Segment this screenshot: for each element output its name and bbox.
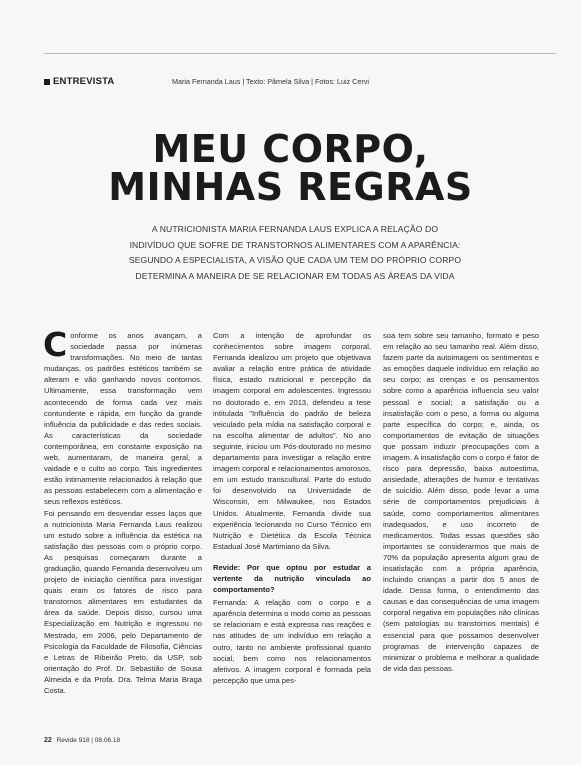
lead-line-3: SEGUNDO A ESPECIALISTA, A VISÃO QUE CADA UM TEM DO PRÓPRIO CORPO bbox=[128, 255, 462, 266]
body-paragraph: soa tem sobre seu tamanho, formato e peso em relação ao seu tamanho real. Além disso, fazem parte da autoimagem os sentimentos e as emoções daquele indivíduo em relação ao seu corpo; as crenças e os pensamentos sobre como a aparência influencia seu valor pessoal e social; a satisfação ou a insatisfação com o peso, a forma ou alguma parte específica do corpo; e, ainda, os comportamentos de evitação de situações que possam induzir preocupações com a imagem. A insatisfação com o corpo é fator de risco para depressão, baixa autoestima, ansiedade, alterações de humor e tentativas de suicídio. Além disso, pode levar a uma série de comportamentos prejudiciais à saúde, como comportamentos alimentares inadequados, e uso incorreto de medicamentos. Todas essas questões são importantes se considerarmos que mais de 70% da população apresenta algum grau de insatisfação com a própria aparência, incluindo crianças a partir dos 5 anos de idade. Dessa forma, o entendimento das causas e das consequências de uma imagem corporal negativa em populações não clínicas (sem patologias ou transtornos mentais) é essencial para que possamos desenvolver programas de intervenção capazes de minimizar o problema e melhorar a qualidade de vida das pessoas. bbox=[383, 331, 539, 673]
lead-line-2: INDIVÍDUO QUE SOFRE DE TRANSTORNOS ALIMENTARES COM A APARÊNCIA: bbox=[129, 239, 461, 250]
lead-line-1: A NUTRICIONISTA MARIA FERNANDA LAUS EXPLICA A RELAÇÃO DO bbox=[151, 224, 439, 234]
paragraph-text: onforme os anos avançam, a sociedade passa por inúmeras transformações. No meio de tantas mudanças, os padrões estéticos também se alteram e vão ganhando novos contornos. Ultimamente, essa transformação vem acontecendo de forma cada vez mais contundente e rápida, em função da grande influência da publicidade e das redes sociais. As características da sociedade contemporânea, em constante exposição na web, aumentaram, de maneira geral, a vaidade e o culto ao corpo. Tais ingredientes estão intimamente relacionados à relação que as pessoas estabelecem com a alimentação e seus reflexos estéticos. bbox=[44, 331, 202, 507]
interview-question: Revide: Por que optou por estudar a vertente da nutrição vinculada ao comportamento? bbox=[213, 562, 371, 595]
article-credits: Maria Fernanda Laus | Texto: Pâmela Silva | Fotos: Luiz Cervi bbox=[172, 77, 369, 86]
page-header bbox=[0, 38, 581, 87]
square-bullet-icon bbox=[44, 79, 50, 85]
section-label bbox=[44, 76, 114, 87]
body-column-1 bbox=[43, 325, 202, 696]
page-footer bbox=[44, 737, 120, 744]
issue-info: Revide 918 | 08.06.18 bbox=[56, 737, 121, 744]
section-name: ENTREVISTA bbox=[53, 76, 115, 87]
drop-cap: C bbox=[43, 325, 68, 364]
title-line-1: MEU CORPO, bbox=[152, 127, 429, 171]
interview-answer: Fernanda: A relação com o corpo e a aparência determina o modo como as pessoas se relacionam e está expressa nas reações e nas atitudes de um indivíduo em relação a outro, tanto no ambiente profissional quanto social, bem como nos relacionamentos afetivos. A imagem corporal é formada pela percepção que uma pes- bbox=[213, 598, 371, 685]
body-column-3 bbox=[383, 330, 539, 674]
body-column-2 bbox=[213, 330, 371, 686]
article-lead bbox=[120, 222, 470, 284]
body-paragraph: Foi pensando em desvendar esses laços que a nutricionista Maria Fernanda Laus realizou um estudo sobre a influência da estética na satisfação das pessoas com o próprio corpo. As pesquisas começaram durante a graduação, quando Fernanda desenvolveu um projeto de iniciação científica para investigar quais eram os fatores de risco para transtornos alimentares em estudantes da área da saúde. Depois disso, cursou uma Especialização em Nutrição e ingressou no Mestrado, em 2006, pelo Departamento de Psicologia da Faculdade de Filosofia, Ciências e Letras de Ribeirão Preto, da USP, sob orientação do Prof. Dr. Sebastião de Sousa Almeida e da Profa. Dra. Telma Maria Braga Costa. bbox=[44, 508, 202, 695]
article-title bbox=[0, 127, 581, 209]
header-divider bbox=[44, 53, 556, 54]
body-paragraph bbox=[43, 325, 202, 508]
title-line-2: MINHAS REGRAS bbox=[108, 165, 473, 209]
lead-line-4: DETERMINA A MANEIRA DE SE RELACIONAR EM TODAS AS ÁREAS DA VIDA bbox=[135, 270, 455, 281]
page-number: 22 bbox=[44, 737, 52, 744]
body-paragraph: Com a intenção de aprofundar os conhecimentos sobre imagem corporal, Fernanda idealizou um projeto que objetivava avaliar a relação entre prática de atividade física, estado nutricional e percepção da imagem corporal em adolescentes. Ingressou no doutorado e, em 2013, defendeu a tese intitulada "Influência do padrão de beleza veiculado pela mídia na satisfação corporal e na escolha alimentar de adultos". No ano seguinte, iniciou um Pós-doutorado no mesmo departamento para investigar a relação entre imagem corporal e relacionamentos amorosos, em um estudo transcultural. Parte do estudo foi desenvolvido na Universidade de Wisconsin, em Milwaukee, nos Estados Unidos. Atualmente, Fernanda divide sua experiência lecionando no Curso Técnico em Nutrição e Dietética da Escola Técnica Estadual José Martimiano da Silva. bbox=[213, 331, 371, 551]
